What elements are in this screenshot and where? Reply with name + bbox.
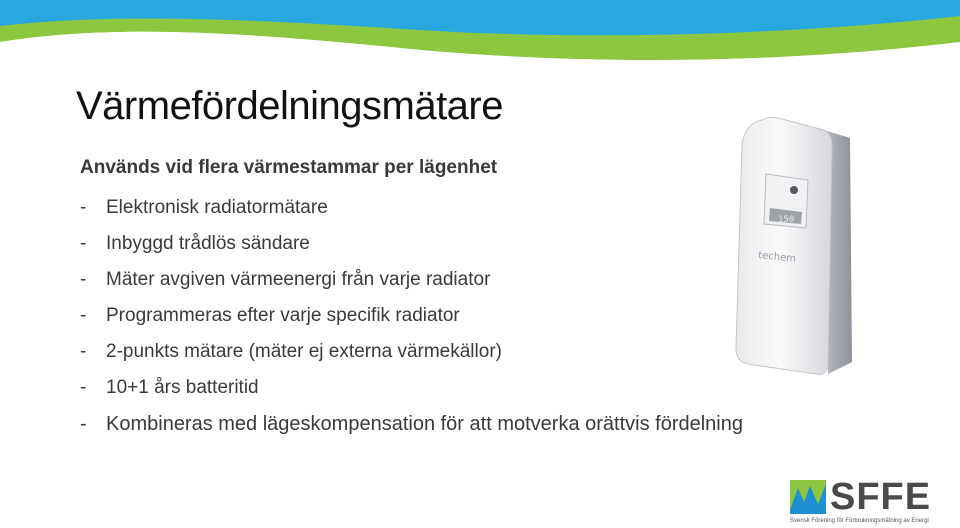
- bullet-list: [80, 190, 743, 442]
- bullet-item: [80, 226, 743, 262]
- sffe-logo-tagline: Svensk Förening för Förbrukningsmätning av Energi: [790, 518, 929, 524]
- bullet-text: Inbyggd trådlös sändare: [106, 233, 310, 254]
- sffe-logo-text: SFFE: [830, 476, 932, 518]
- bullet-dash: -: [80, 413, 87, 435]
- device-lcd-value: 150: [778, 215, 795, 225]
- bullet-dash: -: [80, 377, 87, 398]
- bullet-text: Programmeras efter varje specifik radiator: [106, 305, 460, 326]
- device-brand-label: techem: [757, 250, 797, 265]
- bullet-dash: -: [80, 269, 87, 290]
- bullet-item: [80, 334, 743, 370]
- bullet-item: [80, 190, 743, 226]
- device-body: [736, 117, 832, 374]
- bullet-item: [80, 370, 743, 406]
- bullet-text: 2-punkts mätare (mäter ej externa värmekällor): [106, 341, 502, 362]
- heat-cost-allocator-image: [728, 116, 858, 378]
- slide-title: Värmefördelningsmätare: [76, 84, 503, 128]
- bullet-text: 10+1 års batteritid: [106, 377, 259, 398]
- bullet-dash: -: [80, 197, 87, 218]
- bullet-item: [80, 406, 743, 442]
- header-wave-banner: [0, 0, 960, 80]
- bullet-text: Mäter avgiven värmeenergi från varje radiator: [106, 269, 491, 290]
- bullet-dash: -: [80, 233, 87, 254]
- bullet-text: Kombineras med lägeskompensation för att motverka orättvis fördelning: [106, 413, 743, 435]
- sffe-logo: [790, 476, 940, 526]
- bullet-dash: -: [80, 305, 87, 326]
- slide-subtitle: Används vid flera värmestammar per lägenhet: [80, 157, 498, 178]
- sffe-logo-mark-icon: [790, 480, 826, 514]
- bullet-dash: -: [80, 341, 87, 362]
- device-sensor-icon: [790, 186, 798, 194]
- bullet-item: [80, 298, 743, 334]
- bullet-text: Elektronisk radiatormätare: [106, 197, 328, 218]
- bullet-item: [80, 262, 743, 298]
